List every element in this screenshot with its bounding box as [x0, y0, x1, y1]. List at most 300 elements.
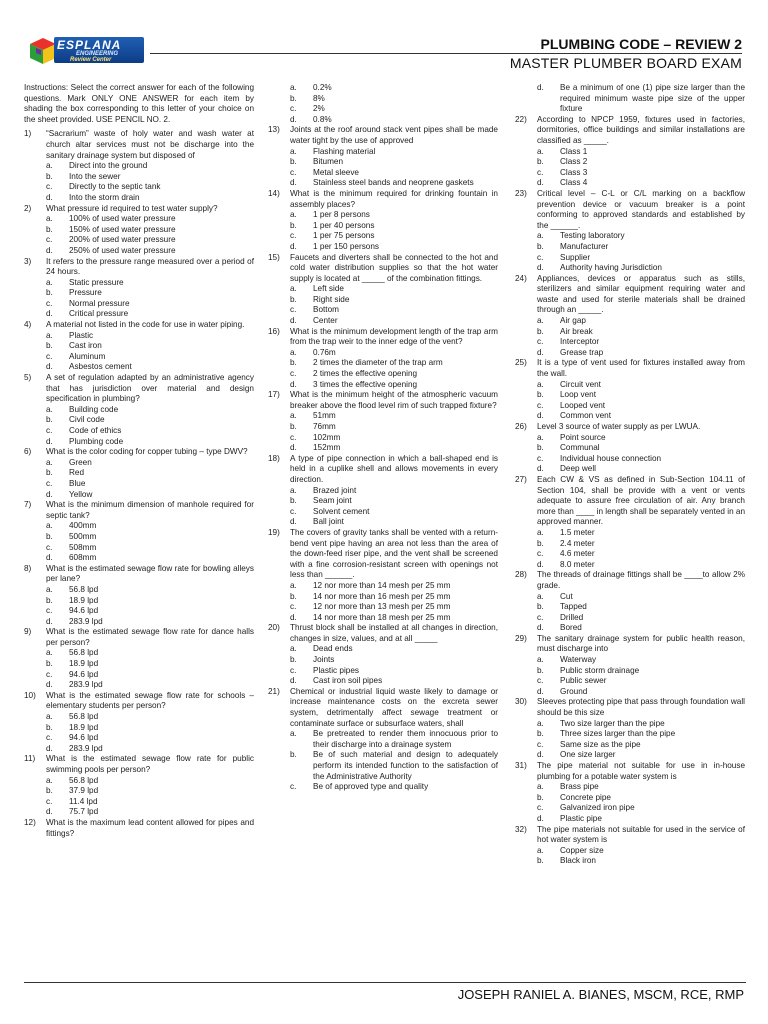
esplana-logo	[26, 33, 148, 71]
answer-option	[24, 680, 254, 691]
option-letter: c.	[537, 549, 544, 559]
question	[268, 390, 498, 411]
question-number: 24)	[515, 273, 527, 283]
answer-option	[268, 592, 498, 603]
question	[24, 500, 254, 521]
answer-option	[515, 168, 745, 179]
question-number: 19)	[268, 527, 280, 537]
option-text: Class 3	[560, 167, 588, 177]
option-letter: d.	[46, 362, 53, 372]
answer-option	[268, 676, 498, 687]
option-text: 1 per 8 persons	[313, 210, 370, 220]
option-letter: b.	[290, 93, 297, 103]
option-text: 100% of used water pressure	[69, 214, 176, 224]
footer-author: JOSEPH RANIEL A. BIANES, MSCM, RCE, RMP	[457, 987, 744, 1002]
option-letter: d.	[46, 309, 53, 319]
answer-option	[268, 284, 498, 295]
option-text: Authority having Jurisdiction	[560, 263, 662, 273]
option-text: 283.9 lpd	[69, 680, 103, 690]
answer-option	[515, 539, 745, 550]
option-letter: d.	[537, 411, 544, 421]
option-text: Circuit vent	[560, 379, 601, 389]
answer-option	[268, 83, 498, 94]
question	[24, 627, 254, 648]
option-text: Yellow	[69, 489, 93, 499]
answer-option	[515, 231, 745, 242]
question	[268, 125, 498, 146]
question	[24, 691, 254, 712]
question-text: It refers to the pressure range measured over a period of 24 hours.	[46, 256, 254, 277]
option-text: Pressure	[69, 288, 102, 298]
option-letter: a.	[46, 161, 53, 171]
option-letter: b.	[290, 591, 297, 601]
answer-option	[268, 655, 498, 666]
answer-option	[24, 479, 254, 490]
answer-option	[24, 193, 254, 204]
question-text: The covers of gravity tanks shall be vented with a return-bend vent pipe having an area not less than the area of the down-feed riser pipe, and the vent shall be screened with a fine corrosion-resistant screen with openings not less than ______.	[290, 527, 498, 580]
option-letter: b.	[537, 390, 544, 400]
logo-name: ESPLANA	[57, 38, 122, 52]
question-text: Joints at the roof around stack vent pipes shall be made water tight by the use of approved	[290, 125, 498, 145]
answer-option	[515, 390, 745, 401]
option-text: 150% of used water pressure	[69, 224, 176, 234]
option-letter: c.	[46, 669, 53, 679]
option-text: 18.9 lpd	[69, 659, 99, 669]
question-text: Sleeves protecting pipe that pass through foundation wall should be this size	[537, 697, 745, 718]
option-text: 8%	[313, 93, 325, 103]
option-text: 12 nor more than 13 mesh per 25 mm	[313, 602, 451, 612]
option-text: Solvent cement	[313, 506, 370, 516]
question-text: What is the minimum required for drinking fountain in assembly places?	[290, 188, 498, 209]
answer-option	[515, 157, 745, 168]
option-text: 56.8 lpd	[69, 584, 99, 594]
answer-option	[24, 617, 254, 628]
option-text: 51mm	[313, 411, 336, 421]
answer-option	[24, 585, 254, 596]
option-letter: b.	[46, 171, 53, 181]
question	[515, 825, 745, 846]
question-number: 3)	[24, 256, 32, 266]
answer-option	[268, 221, 498, 232]
question-text: Level 3 source of water supply as per LWUA.	[537, 422, 701, 431]
option-text: Plastic pipes	[313, 665, 359, 675]
question-number: 29)	[515, 633, 527, 643]
question	[515, 761, 745, 782]
option-letter: c.	[537, 337, 544, 347]
question-text: Each CW & VS as defined in Sub-Section 104.11 of Section 104, shall be provide with a vent or vents adequate to assure free circulation of air. Any branch more than ____ in length shall be separately vented in an approved manner.	[537, 474, 746, 527]
answer-option	[268, 316, 498, 327]
question	[515, 274, 745, 316]
question-text: It is a type of vent used for fixtures installed away from the wall.	[537, 358, 745, 379]
option-text: 0.76m	[313, 347, 336, 357]
option-text: Class 1	[560, 146, 588, 156]
question-number: 7)	[24, 500, 32, 510]
answer-option	[268, 115, 498, 126]
question-text: The pipe material not suitable for use in in-house plumbing for a potable water system is	[537, 761, 745, 781]
question-number: 6)	[24, 447, 32, 457]
option-letter: b.	[537, 856, 544, 866]
option-letter: a.	[46, 277, 53, 287]
question-text: Chemical or industrial liquid waste likely to damage or increase maintenance costs on the excreta sewer system, detrimentally affect sewage treatment or contaminate surface or subsurface waters, shall	[290, 686, 498, 728]
answer-option	[268, 104, 498, 115]
option-text: 283.9 lpd	[69, 616, 103, 626]
option-letter: a.	[290, 580, 297, 590]
option-text: 500mm	[69, 531, 97, 541]
option-text: 18.9 lpd	[69, 722, 99, 732]
option-letter: c.	[537, 612, 544, 622]
option-text: Ball joint	[313, 517, 344, 527]
option-text: Looped vent	[560, 400, 606, 410]
answer-option	[515, 147, 745, 158]
question-number: 5)	[24, 373, 32, 383]
instructions: Instructions: Select the correct answer for each of the following questions. Mark ONLY ONE ANSWER for each item by shading the box corresponding to this letter of your choice on the sheet provided. USE PENCIL NO. 2.	[24, 83, 254, 124]
answer-option	[515, 253, 745, 264]
option-letter: a.	[290, 347, 297, 357]
option-letter: d.	[537, 559, 544, 569]
option-letter: a.	[537, 527, 544, 537]
option-text: Grease trap	[560, 347, 604, 357]
answer-option	[24, 744, 254, 755]
option-letter: d.	[537, 623, 544, 633]
option-letter: a.	[537, 782, 544, 792]
option-text: Green	[69, 457, 92, 467]
question-number: 11)	[24, 754, 36, 764]
question	[268, 687, 498, 729]
answer-option	[24, 543, 254, 554]
option-letter: a.	[290, 146, 297, 156]
option-text: Metal sleeve	[313, 167, 359, 177]
answer-option	[515, 528, 745, 539]
answer-option	[515, 242, 745, 253]
question	[24, 129, 254, 161]
option-letter: c.	[290, 782, 297, 792]
option-text: Blue	[69, 478, 86, 488]
column-2	[268, 83, 498, 793]
answer-option	[24, 182, 254, 193]
answer-option	[24, 490, 254, 501]
answer-option	[24, 797, 254, 808]
question-text: What is the minimum development length of the trap arm from the trap weir to the inner edge of the vent?	[290, 326, 498, 347]
option-letter: c.	[537, 676, 544, 686]
option-letter: a.	[290, 485, 297, 495]
answer-option	[24, 235, 254, 246]
option-letter: c.	[46, 235, 53, 245]
answer-option	[515, 793, 745, 804]
option-letter: d.	[290, 114, 297, 124]
option-text: Interceptor	[560, 337, 600, 347]
answer-option	[24, 172, 254, 183]
answer-option	[515, 464, 745, 475]
option-text: 14 nor more than 16 mesh per 25 mm	[313, 591, 451, 601]
answer-option	[24, 415, 254, 426]
option-text: 14 nor more than 18 mesh per 25 mm	[313, 612, 451, 622]
answer-option	[24, 437, 254, 448]
option-letter: d.	[537, 750, 544, 760]
option-letter: c.	[537, 400, 544, 410]
question	[24, 564, 254, 585]
option-letter: d.	[290, 178, 297, 188]
answer-option	[515, 337, 745, 348]
option-text: Brass pipe	[560, 782, 599, 792]
option-text: Three sizes larger than the pipe	[560, 729, 676, 739]
answer-option	[515, 676, 745, 687]
answer-option	[24, 786, 254, 797]
option-text: Testing laboratory	[560, 231, 625, 241]
option-text: 283.9 lpd	[69, 743, 103, 753]
option-letter: b.	[537, 729, 544, 739]
question	[515, 358, 745, 379]
option-text: One size larger	[560, 750, 616, 760]
answer-option	[24, 225, 254, 236]
question-text: The pipe materials not suitable for used in the service of hot water system is	[537, 824, 745, 845]
option-letter: b.	[537, 538, 544, 548]
answer-option	[24, 807, 254, 818]
answer-option	[268, 157, 498, 168]
option-letter: b.	[46, 531, 53, 541]
answer-option	[515, 729, 745, 740]
answer-option	[268, 517, 498, 528]
option-text: Code of ethics	[69, 426, 122, 435]
question-text: Critical level – C-L or C/L marking on a backflow prevention device or vacuum breaker is a point conforming to approved standards and established by the ______.	[537, 188, 745, 230]
option-text: Ground	[560, 686, 588, 696]
answer-option	[268, 433, 498, 444]
answer-option	[515, 803, 745, 814]
option-text: Left side	[313, 284, 344, 294]
option-text: Building code	[69, 404, 119, 414]
question-number: 30)	[515, 697, 527, 707]
option-text: Direct into the ground	[69, 161, 148, 171]
answer-option	[24, 733, 254, 744]
answer-option	[515, 782, 745, 793]
question	[24, 320, 254, 331]
answer-option	[24, 468, 254, 479]
option-letter: b.	[290, 220, 297, 230]
option-text: Plastic	[69, 330, 94, 340]
logo-subtitle: ENGINEERING	[76, 51, 119, 57]
option-text: Be of approved type and quality	[313, 782, 429, 792]
answer-option	[24, 659, 254, 670]
answer-option	[24, 776, 254, 787]
option-letter: a.	[537, 655, 544, 665]
question-number: 10)	[24, 690, 36, 700]
answer-option	[24, 553, 254, 564]
option-text: 2 times the effective opening	[313, 369, 418, 379]
option-text: Static pressure	[69, 277, 124, 287]
option-text: Asbestos cement	[69, 362, 132, 372]
question-text: According to NPCP 1959, fixtures used in factories, dormitories, office buildings and similar installations are classified as _____.	[537, 114, 745, 145]
question	[24, 447, 254, 458]
option-text: Into the sewer	[69, 171, 121, 181]
option-letter: c.	[290, 665, 297, 675]
answer-option	[24, 405, 254, 416]
option-letter: d.	[46, 245, 53, 255]
question-number: 12)	[24, 817, 36, 827]
option-letter: b.	[290, 750, 297, 760]
option-letter: d.	[290, 241, 297, 251]
answer-option	[515, 83, 745, 115]
question-text: A set of regulation adapted by an administrative agency that has jurisdiction over material and design specification in plumbing?	[46, 373, 254, 404]
option-text: 94.6 lpd	[69, 733, 99, 743]
option-letter: a.	[46, 404, 53, 414]
option-letter: c.	[537, 739, 544, 749]
answer-option	[268, 581, 498, 592]
answer-option	[24, 341, 254, 352]
option-letter: d.	[537, 464, 544, 474]
option-letter: c.	[46, 182, 53, 192]
option-letter: c.	[290, 602, 297, 612]
question-number: 32)	[515, 824, 527, 834]
option-text: Be a minimum of one (1) pipe size larger than the required minimum waste pipe size of the upper fixture	[560, 83, 745, 114]
question-number: 9)	[24, 627, 32, 637]
option-text: Public sewer	[560, 676, 607, 686]
answer-option	[515, 613, 745, 624]
footer-divider	[24, 982, 746, 983]
option-text: Communal	[560, 443, 600, 453]
option-letter: b.	[537, 241, 544, 251]
option-letter: b.	[46, 659, 53, 669]
option-letter: c.	[537, 167, 544, 177]
option-text: Concrete pipe	[560, 792, 611, 802]
option-text: 0.2%	[313, 83, 332, 92]
option-letter: a.	[537, 845, 544, 855]
question	[268, 189, 498, 210]
option-text: Drilled	[560, 612, 584, 622]
option-letter: d.	[537, 178, 544, 188]
answer-option	[268, 411, 498, 422]
option-text: 56.8 lpd	[69, 712, 99, 722]
option-letter: b.	[46, 415, 53, 425]
option-letter: a.	[46, 775, 53, 785]
answer-option	[268, 369, 498, 380]
answer-option	[268, 729, 498, 750]
question-number: 28)	[515, 570, 527, 580]
option-letter: b.	[46, 468, 53, 478]
option-letter: c.	[290, 305, 297, 315]
answer-option	[268, 348, 498, 359]
option-letter: d.	[46, 807, 53, 817]
option-letter: b.	[537, 326, 544, 336]
option-text: 0.8%	[313, 114, 332, 124]
answer-option	[515, 666, 745, 677]
option-text: Supplier	[560, 252, 591, 262]
option-letter: d.	[290, 379, 297, 389]
option-text: 12 nor more than 14 mesh per 25 mm	[313, 580, 451, 590]
answer-option	[515, 454, 745, 465]
answer-option	[24, 288, 254, 299]
option-text: 11.4 lpd	[69, 796, 98, 806]
question-text: What is the estimated sewage flow rate for public swimming pools per person?	[46, 754, 254, 774]
question	[268, 528, 498, 581]
answer-option	[268, 443, 498, 454]
answer-option	[268, 178, 498, 189]
option-letter: b.	[290, 294, 297, 304]
answer-option	[515, 263, 745, 274]
option-text: Aluminum	[69, 351, 106, 361]
option-text: Bored	[560, 623, 582, 633]
answer-option	[515, 856, 745, 867]
option-letter: d.	[46, 616, 53, 626]
option-text: Bottom	[313, 305, 339, 315]
question-number: 21)	[268, 686, 280, 696]
page-subtitle: MASTER PLUMBER BOARD EXAM	[509, 55, 742, 71]
option-text: Plastic pipe	[560, 813, 602, 823]
option-text: 200% of used water pressure	[69, 235, 176, 245]
answer-option	[515, 740, 745, 751]
option-letter: d.	[537, 347, 544, 357]
option-letter: c.	[46, 542, 53, 552]
option-text: Right side	[313, 294, 350, 304]
option-letter: c.	[46, 796, 53, 806]
question-text: The sanitary drainage system for public health reason, must discharge into	[537, 633, 745, 654]
question-number: 31)	[515, 761, 527, 770]
answer-option	[24, 214, 254, 225]
answer-option	[24, 362, 254, 373]
question-list	[24, 129, 254, 839]
question	[268, 623, 498, 644]
answer-option	[268, 486, 498, 497]
question-number: 14)	[268, 188, 280, 198]
answer-option	[268, 422, 498, 433]
answer-option	[515, 443, 745, 454]
option-text: Manufacturer	[560, 241, 609, 251]
option-text: Two size larger than the pipe	[560, 718, 665, 728]
question-number: 25)	[515, 358, 527, 368]
option-text: 1 per 75 persons	[313, 231, 375, 241]
question-text: What is the estimated sewage flow rate for dance halls per person?	[46, 627, 254, 647]
option-letter: d.	[537, 263, 544, 273]
option-text: 3 times the effective opening	[313, 379, 418, 389]
option-letter: a.	[290, 729, 297, 739]
question	[515, 189, 745, 231]
page-title: PLUMBING CODE – REVIEW 2	[540, 36, 742, 52]
question-text: What is the estimated sewage flow rate for bowling alleys per lane?	[46, 563, 254, 584]
option-letter: c.	[537, 453, 544, 463]
answer-option	[268, 666, 498, 677]
option-letter: d.	[537, 686, 544, 696]
option-letter: b.	[290, 655, 297, 665]
option-text: 2 times the diameter of the trap arm	[313, 358, 443, 368]
question	[24, 257, 254, 278]
option-letter: a.	[290, 210, 297, 220]
option-letter: d.	[46, 743, 53, 753]
option-letter: d.	[290, 517, 297, 527]
answer-option	[515, 814, 745, 825]
option-text: Be pretreated to render them innocuous prior to their discharge into a drainage system	[313, 729, 498, 749]
question-text: Faucets and diverters shall be connected to the hot and cold water distribution supplies so that the hot water supply is located at _____ of the combination fittings.	[290, 252, 498, 283]
answer-option	[268, 295, 498, 306]
option-text: 94.6 lpd	[69, 669, 99, 679]
answer-option	[268, 507, 498, 518]
option-letter: b.	[46, 341, 53, 351]
answer-option	[24, 299, 254, 310]
answer-option	[515, 433, 745, 444]
option-letter: b.	[46, 722, 53, 732]
option-letter: a.	[537, 591, 544, 601]
option-letter: a.	[46, 712, 53, 722]
answer-option	[24, 532, 254, 543]
question-text: The threads of drainage fittings shall be ____to allow 2% grade.	[537, 570, 745, 590]
answer-option	[268, 210, 498, 221]
option-letter: b.	[46, 595, 53, 605]
answer-option	[268, 602, 498, 613]
answer-option	[24, 670, 254, 681]
question-text: What is the minimum height of the atmospheric vacuum breaker above the flood level rim of such trapped fixture?	[290, 390, 498, 410]
option-letter: a.	[537, 231, 544, 241]
answer-option	[268, 305, 498, 316]
question	[515, 475, 745, 528]
option-letter: b.	[290, 496, 297, 506]
option-text: 94.6 lpd	[69, 606, 99, 616]
